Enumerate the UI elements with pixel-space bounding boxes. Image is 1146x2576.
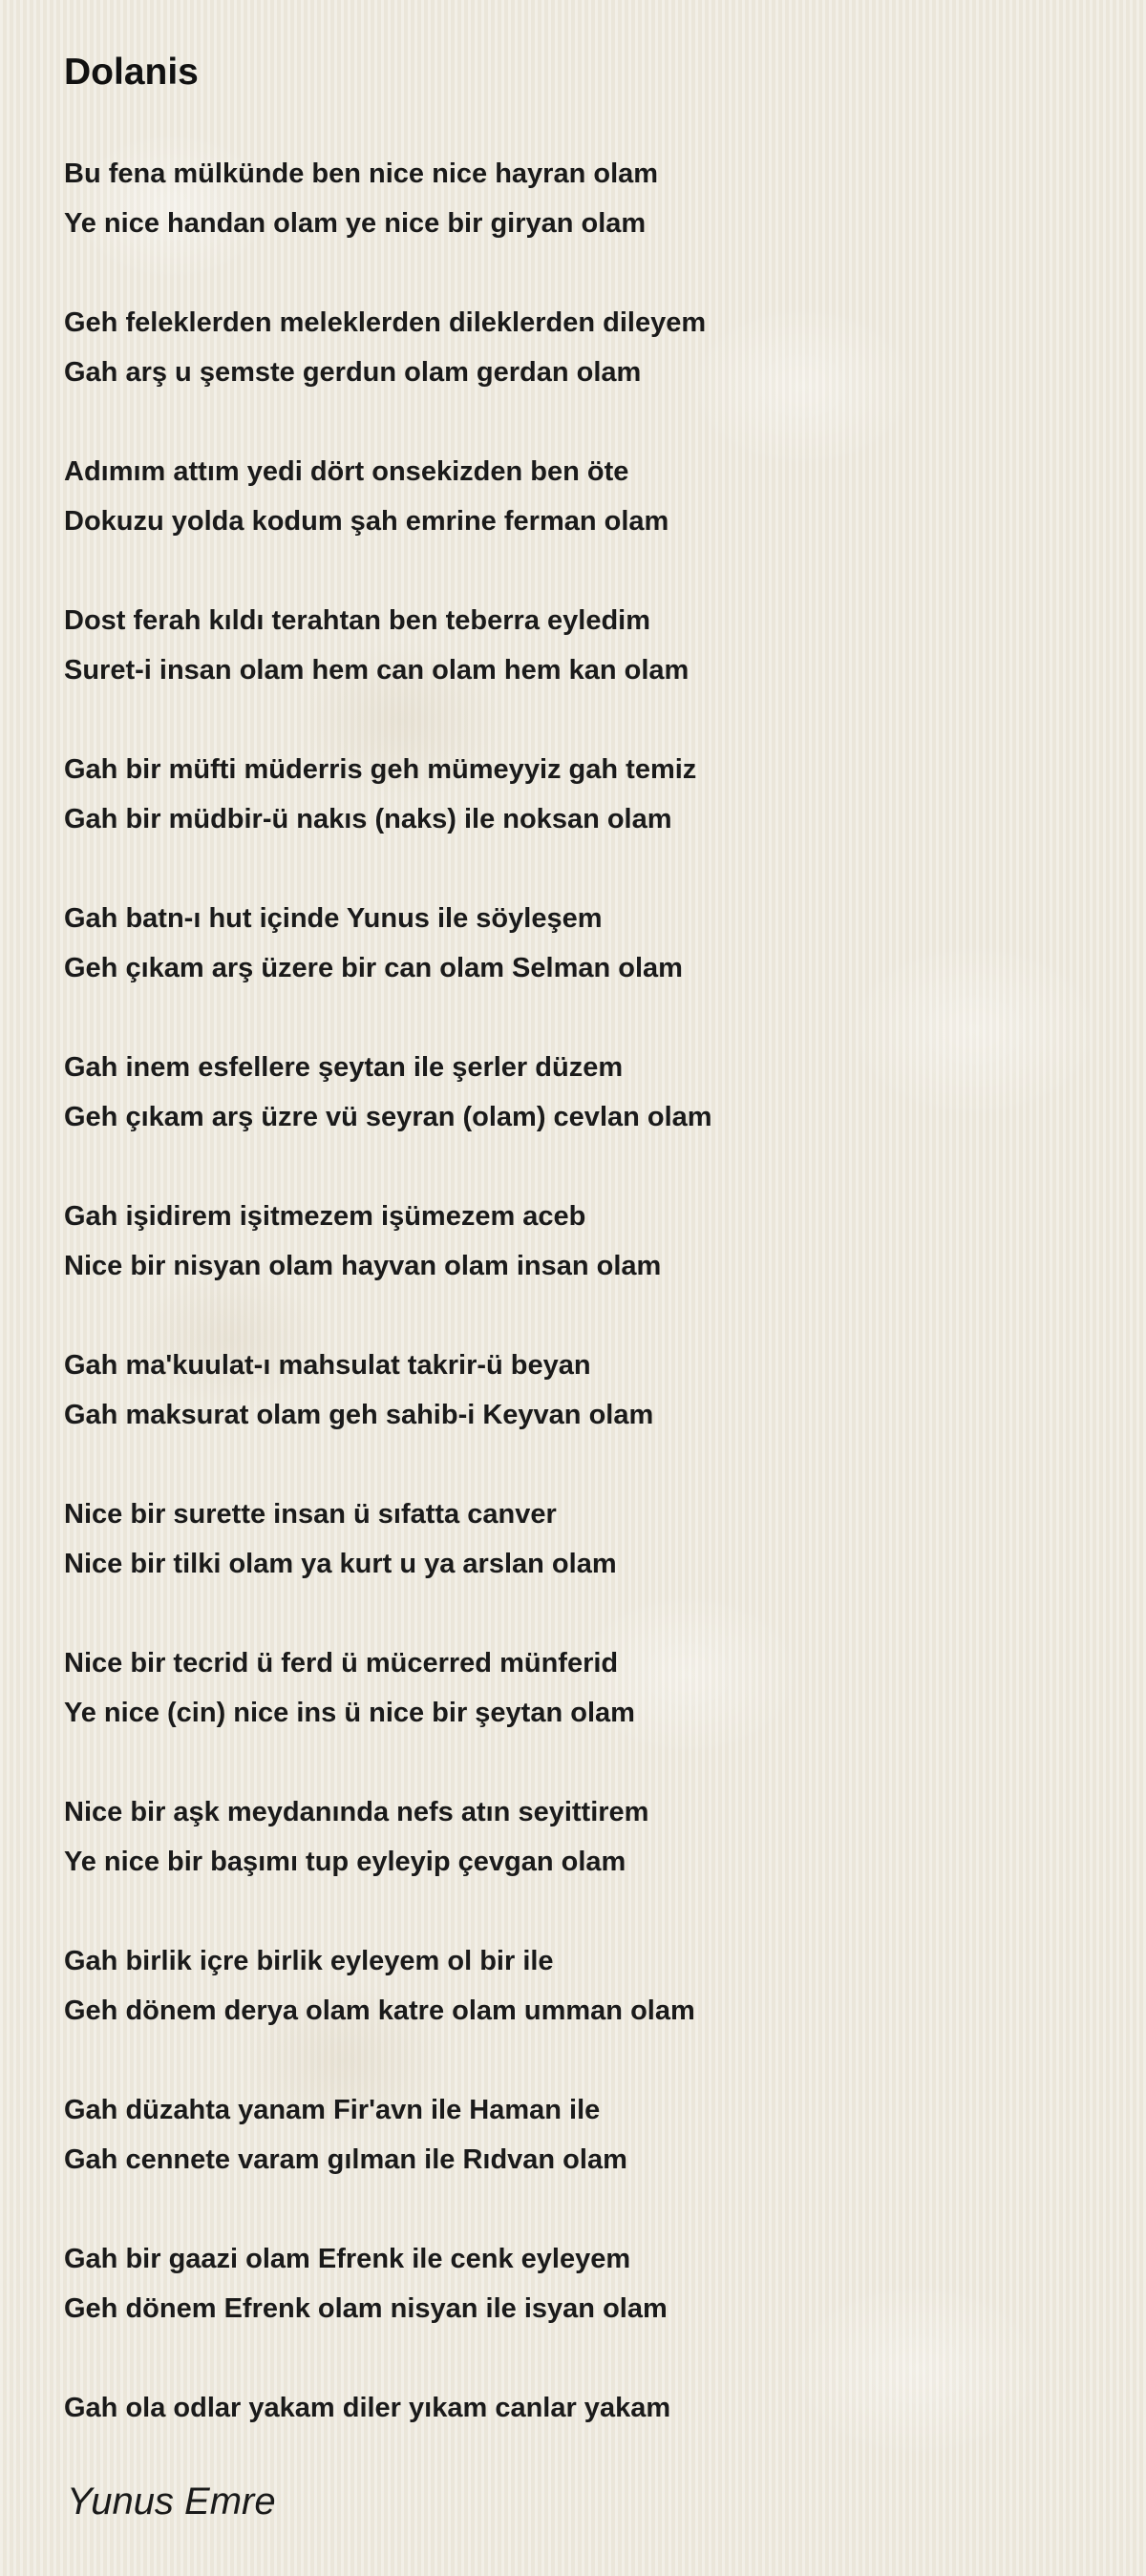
poem-line: Gah bir müfti müderris geh mümeyyiz gah temiz (64, 754, 697, 785)
poem-stanza (64, 2234, 1095, 2333)
poem-line: Dokuzu yolda kodum şah emrine ferman olam (64, 506, 669, 537)
poem-stanza (64, 1489, 1095, 1589)
poem-stanza (64, 1341, 1095, 1440)
poem-line: Nice bir tilki olam ya kurt u ya arslan olam (64, 1549, 617, 1579)
poem-line: Nice bir surette insan ü sıfatta canver (64, 1499, 557, 1530)
poem-stanza (64, 298, 1095, 397)
poem-stanza (64, 1638, 1095, 1738)
poem-line: Adımım attım yedi dört onsekizden ben öte (64, 456, 629, 487)
poem-stanza (64, 1192, 1095, 1291)
poem-line: Gah bir gaazi olam Efrenk ile cenk eyleyem (64, 2244, 631, 2274)
poem-line: Bu fena mülkünde ben nice nice hayran olam (64, 158, 659, 189)
poem-line: Geh çıkam arş üzere bir can olam Selman olam (64, 953, 683, 983)
poem-line: Gah maksurat olam geh sahib-i Keyvan olam (64, 1400, 654, 1430)
poem-line: Ye nice handan olam ye nice bir giryan olam (64, 208, 647, 239)
poem-line: Nice bir aşk meydanında nefs atın seyittirem (64, 1797, 649, 1827)
poem-body (64, 149, 1095, 2433)
poem-stanza (64, 149, 1095, 248)
poem-line: Ye nice bir başımı tup eyleyip çevgan olam (64, 1847, 626, 1877)
poem-line: Gah batn-ı hut içinde Yunus ile söyleşem (64, 903, 603, 934)
poem-line: Gah işidirem işitmezem işümezem aceb (64, 1201, 586, 1232)
poem-container (64, 0, 1095, 2433)
poem-stanza (64, 596, 1095, 695)
poem-line: Geh feleklerden meleklerden dileklerden dileyem (64, 307, 707, 338)
poem-line: Gah arş u şemste gerdun olam gerdan olam (64, 357, 642, 388)
poem-line: Gah ola odlar yakam diler yıkam canlar yakam (64, 2393, 671, 2423)
poem-line: Gah birlik içre birlik eyleyem ol bir ile (64, 1946, 554, 1976)
poem-line: Nice bir nisyan olam hayvan olam insan olam (64, 1251, 662, 1281)
poem-stanza (64, 1043, 1095, 1142)
poem-stanza (64, 2085, 1095, 2185)
poem-line: Gah ma'kuulat-ı mahsulat takrir-ü beyan (64, 1350, 591, 1381)
poem-line: Gah bir müdbir-ü nakıs (naks) ile noksan olam (64, 804, 672, 834)
poem-stanza (64, 2383, 1095, 2433)
poem-line: Geh çıkam arş üzre vü seyran (olam) cevlan olam (64, 1102, 712, 1132)
poem-stanza (64, 1936, 1095, 2036)
poem-line: Gah cennete varam gılman ile Rıdvan olam (64, 2144, 627, 2175)
poem-line: Nice bir tecrid ü ferd ü mücerred münferid (64, 1648, 619, 1679)
poem-line: Gah inem esfellere şeytan ile şerler düzem (64, 1052, 624, 1083)
poem-line: Dost ferah kıldı terahtan ben teberra eyledim (64, 605, 651, 636)
poem-line: Gah düzahta yanam Fir'avn ile Haman ile (64, 2095, 601, 2125)
poem-stanza (64, 447, 1095, 546)
poem-line: Ye nice (cin) nice ins ü nice bir şeytan olam (64, 1698, 635, 1728)
poem-line: Geh dönem derya olam katre olam umman olam (64, 1995, 695, 2026)
poem-line: Geh dönem Efrenk olam nisyan ile isyan olam (64, 2293, 668, 2324)
poem-title: Dolanis (64, 52, 199, 93)
poem-stanza (64, 894, 1095, 993)
poem-author: Yunus Emre (67, 2481, 276, 2523)
poem-stanza (64, 1787, 1095, 1887)
poem-line: Suret-i insan olam hem can olam hem kan olam (64, 655, 690, 686)
poem-stanza (64, 745, 1095, 844)
